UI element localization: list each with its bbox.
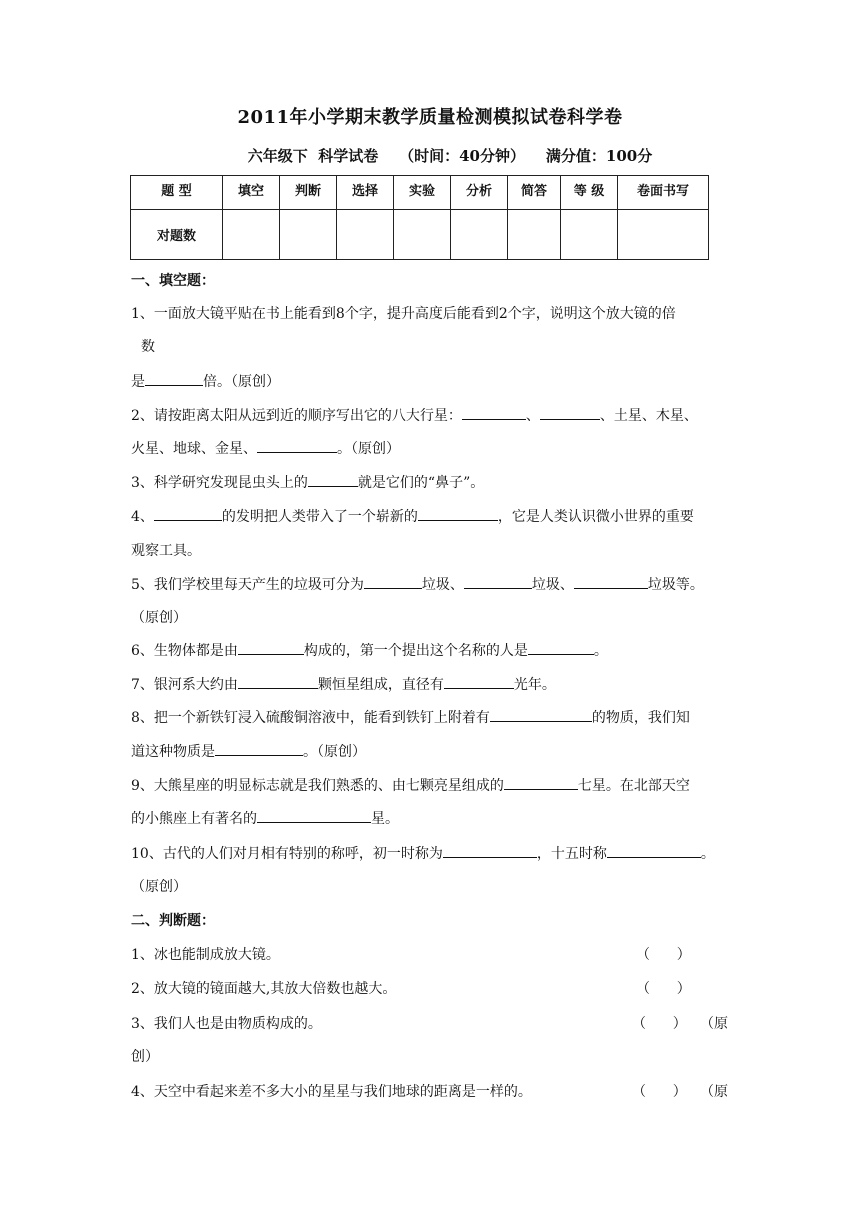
q5-text-b: 垃圾、 xyxy=(421,577,464,593)
q3-text-b: 就是它们的“鼻子”。 xyxy=(357,475,485,491)
q1-line1: 1、一面放大镜平贴在书上能看到8个字，提升高度后能看到2个字，说明这个放大镜的倍 xyxy=(131,306,676,322)
q9-text-a: 9、大熊星座的明显标志就是我们熟悉的、由七颗亮星组成的 xyxy=(131,778,504,794)
score-cell xyxy=(223,210,280,260)
score-table-header-row xyxy=(131,176,709,210)
tf-suffix-4: （原 xyxy=(700,1084,728,1100)
q7-text-c: 光年。 xyxy=(513,677,556,693)
q6-text-a: 6、生物体都是由 xyxy=(131,643,238,659)
q8-line2 xyxy=(131,741,366,761)
q7-blank-2[interactable] xyxy=(444,674,514,689)
q6-line1 xyxy=(131,640,608,660)
tf-answer-paren-4[interactable]: （ ） xyxy=(632,1084,687,1100)
q10-text-b: ，十五时称 xyxy=(536,846,607,862)
q3-line1 xyxy=(131,472,484,492)
score-header-cell: 判断 xyxy=(280,176,337,210)
q9-blank-1[interactable] xyxy=(504,775,578,790)
q2-line2 xyxy=(131,438,400,458)
q10-blank-2[interactable] xyxy=(607,843,701,858)
score-cell xyxy=(337,210,394,260)
q4-text-a: 4、 xyxy=(131,509,154,525)
q10-line1 xyxy=(131,843,715,863)
q7-text-a: 7、银河系大约由 xyxy=(131,677,238,693)
q4-line2: 观察工具。 xyxy=(131,543,201,559)
q8-text-b: 的物质，我们知 xyxy=(591,710,690,726)
score-cell xyxy=(618,210,709,260)
score-cell xyxy=(451,210,508,260)
q10-blank-1[interactable] xyxy=(443,843,537,858)
q2-text-c: 、土星、木星、 xyxy=(599,408,698,424)
q6-blank-2[interactable] xyxy=(528,640,594,655)
q2-blank-2[interactable] xyxy=(540,405,600,420)
q1-blank[interactable] xyxy=(145,371,203,386)
score-table xyxy=(130,175,709,260)
q7-blank-1[interactable] xyxy=(238,674,318,689)
tf-item-2: 2、放大镜的镜面越大,其放大倍数也越大。 xyxy=(131,981,397,997)
q9-text-c: 的小熊座上有著名的 xyxy=(131,811,257,827)
q9-text-b: 七星。在北部天空 xyxy=(577,778,690,794)
q4-line1 xyxy=(131,506,694,526)
q8-line1 xyxy=(131,707,690,727)
score-header-cell: 分析 xyxy=(451,176,508,210)
q7-line1 xyxy=(131,674,556,694)
q9-line2 xyxy=(131,808,399,828)
tf-item-1: 1、冰也能制成放大镜。 xyxy=(131,947,280,963)
tf-answer-paren-1[interactable]: （ ） xyxy=(636,947,691,963)
q9-text-d: 星。 xyxy=(371,811,399,827)
q10-text-c: 。 xyxy=(700,846,715,862)
q2-text-d: 火星、地球、金星、 xyxy=(131,441,257,457)
section1-heading: 一、填空题： xyxy=(131,273,215,289)
exam-subtitle: 六年级下 科学试卷 （时间：40分钟） 满分值：100分 xyxy=(247,147,653,165)
q2-text-e: 。（原创） xyxy=(337,441,400,457)
tf-answer-paren-2[interactable]: （ ） xyxy=(636,981,691,997)
q1-text-b: 倍。（原创） xyxy=(203,374,280,390)
q6-blank-1[interactable] xyxy=(238,640,304,655)
q3-blank[interactable] xyxy=(308,472,358,487)
q5-blank-3[interactable] xyxy=(574,574,648,589)
score-header-cell: 选择 xyxy=(337,176,394,210)
score-cell xyxy=(394,210,451,260)
q8-blank-1[interactable] xyxy=(490,707,592,722)
q3-text-a: 3、科学研究发现昆虫头上的 xyxy=(131,475,308,491)
q4-text-c: ，它是人类认识微小世界的重要 xyxy=(497,509,694,525)
score-cell xyxy=(280,210,337,260)
q2-blank-3[interactable] xyxy=(257,438,337,453)
q7-text-b: 颗恒星组成，直径有 xyxy=(317,677,444,693)
q1-line2: 数 xyxy=(141,339,155,355)
q1-text-a: 是 xyxy=(131,374,145,390)
q5-blank-1[interactable] xyxy=(364,574,422,589)
tf-item-3-cont: 创） xyxy=(131,1049,159,1065)
q5-text-a: 5、我们学校里每天产生的垃圾可分为 xyxy=(131,577,364,593)
q8-text-c: 道这种物质是 xyxy=(131,744,215,760)
q5-blank-2[interactable] xyxy=(464,574,532,589)
score-header-cell: 等 级 xyxy=(561,176,618,210)
q8-text-a: 8、把一个新铁钉浸入硫酸铜溶液中，能看到铁钉上附着有 xyxy=(131,710,490,726)
q9-blank-2[interactable] xyxy=(257,808,371,823)
q5-line1 xyxy=(131,574,704,594)
q10-line2: （原创） xyxy=(131,879,187,895)
q2-text-b: 、 xyxy=(525,408,540,424)
tf-suffix-3: （原 xyxy=(700,1016,728,1032)
section2-heading: 二、判断题： xyxy=(131,913,215,929)
exam-title: 2011年小学期末教学质量检测模拟试卷科学卷 xyxy=(237,107,623,128)
score-header-cell: 实验 xyxy=(394,176,451,210)
q5-text-c: 垃圾、 xyxy=(531,577,574,593)
q2-line1 xyxy=(131,405,698,425)
score-header-cell: 简答 xyxy=(508,176,561,210)
q6-text-c: 。 xyxy=(593,643,608,659)
q4-text-b: 的发明把人类带入了一个崭新的 xyxy=(221,509,418,525)
q1-line3 xyxy=(131,371,280,391)
score-cell xyxy=(561,210,618,260)
score-table-answer-row xyxy=(131,210,709,260)
q8-blank-2[interactable] xyxy=(215,741,303,756)
q4-blank-1[interactable] xyxy=(154,506,222,521)
q4-blank-2[interactable] xyxy=(418,506,498,521)
q2-blank-1[interactable] xyxy=(462,405,526,420)
score-row-label: 对题数 xyxy=(131,210,223,260)
q6-text-b: 构成的，第一个提出这个名称的人是 xyxy=(303,643,528,659)
score-cell xyxy=(508,210,561,260)
score-header-cell: 填空 xyxy=(223,176,280,210)
tf-item-4: 4、天空中看起来差不多大小的星星与我们地球的距离是一样的。 xyxy=(131,1084,532,1100)
score-header-cell: 卷面书写 xyxy=(618,176,709,210)
q2-text-a: 2、请按距离太阳从远到近的顺序写出它的八大行星： xyxy=(131,408,462,424)
score-header-cell: 题 型 xyxy=(131,176,223,210)
q8-text-d: 。（原创） xyxy=(303,744,366,760)
tf-answer-paren-3[interactable]: （ ） xyxy=(632,1016,687,1032)
q5-line2: （原创） xyxy=(131,610,187,626)
q9-line1 xyxy=(131,775,690,795)
q5-text-d: 垃圾等。 xyxy=(647,577,704,593)
q10-text-a: 10、古代的人们对月相有特别的称呼，初一时称为 xyxy=(131,846,443,862)
tf-item-3: 3、我们人也是由物质构成的。 xyxy=(131,1016,322,1032)
